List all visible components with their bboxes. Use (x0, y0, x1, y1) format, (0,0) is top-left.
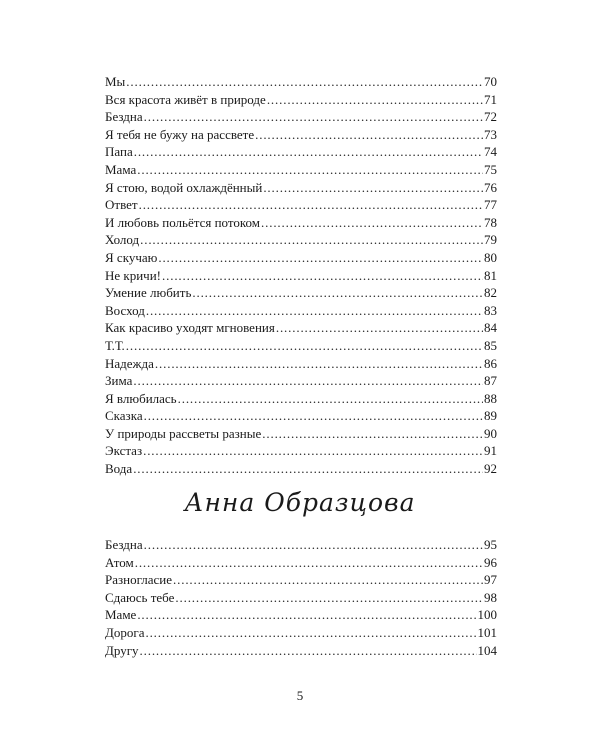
toc-section-1 (105, 73, 497, 478)
toc-entry-title: Как красиво уходят мгновения (105, 320, 275, 336)
toc-entry-page: 89 (484, 408, 497, 424)
toc-entry-title: Атом (105, 554, 134, 570)
toc-entry (105, 606, 497, 624)
toc-entry (105, 302, 497, 320)
toc-entry-title: И любовь польётся потоком (105, 214, 261, 230)
toc-entry-title: Экстаз (105, 443, 143, 459)
toc-entry-title: Холод (105, 232, 140, 248)
toc-entry-title: Вода (105, 461, 133, 477)
toc-entry-page: 104 (477, 642, 497, 658)
dot-leader (144, 407, 483, 425)
dot-leader (146, 302, 483, 320)
toc-entry-title: Я тебя не бужу на рассвете (105, 126, 255, 142)
toc-entry-title: Бездна (105, 109, 143, 125)
toc-entry-page: 75 (484, 161, 497, 177)
toc-entry-page: 80 (484, 249, 497, 265)
toc-entry-page: 82 (484, 285, 497, 301)
toc-entry-title: Умение любить (105, 285, 192, 301)
toc-entry-title: Надежда (105, 355, 154, 371)
toc-entry (105, 73, 497, 91)
toc-entry (105, 536, 497, 554)
toc-entry-page: 83 (484, 302, 497, 318)
toc-entry-title: Зима (105, 373, 133, 389)
toc-entry-page: 87 (484, 373, 497, 389)
toc-entry-page: 73 (484, 126, 497, 142)
dot-leader (155, 355, 483, 373)
toc-entry (105, 196, 497, 214)
toc-entry-page: 76 (484, 179, 497, 195)
toc-entry (105, 554, 497, 572)
toc-entry-page: 81 (484, 267, 497, 283)
toc-entry-title: Маме (105, 607, 137, 623)
toc-entry-page: 85 (484, 337, 497, 353)
dot-leader (145, 624, 476, 642)
toc-entry (105, 284, 497, 302)
toc-entry-page: 71 (484, 91, 497, 107)
toc-entry-page: 88 (484, 390, 497, 406)
toc-entry-title: Мы (105, 74, 126, 89)
toc-entry-title: Ответ (105, 197, 138, 213)
dot-leader (175, 589, 483, 607)
toc-entry-page: 90 (484, 425, 497, 441)
author-heading: Анна Образцова (184, 488, 416, 517)
toc-entry (105, 161, 497, 179)
toc-entry (105, 143, 497, 161)
toc-entry-page: 79 (484, 232, 497, 248)
toc-entry-title: У природы рассветы разные (105, 425, 262, 441)
toc-section-2 (105, 536, 497, 659)
toc-entry-title: Сдаюсь тебе (105, 589, 175, 605)
toc-entry-page: 72 (484, 109, 497, 125)
toc-entry-page: 100 (477, 607, 497, 623)
toc-entry-title: Папа (105, 144, 133, 160)
dot-leader (133, 372, 483, 390)
toc-entry (105, 372, 497, 390)
toc-entry-title: Т.Т. (105, 337, 125, 353)
toc-entry (105, 460, 497, 478)
dot-leader (135, 554, 483, 572)
dot-leader (143, 442, 483, 460)
dot-leader (276, 319, 483, 337)
toc-entry-title: Я скучаю (105, 249, 158, 265)
dot-leader (139, 196, 483, 214)
dot-leader (126, 337, 483, 355)
dot-leader (267, 91, 483, 109)
toc-entry (105, 231, 497, 249)
toc-entry (105, 319, 497, 337)
toc-entry (105, 442, 497, 460)
toc-entry (105, 91, 497, 109)
toc-entry-title: Восход (105, 302, 145, 318)
toc-entry-title: Не кричи! (105, 267, 162, 283)
page-number: 5 (296, 688, 304, 703)
toc-entry-title: Мама (105, 161, 137, 177)
dot-leader (137, 606, 476, 624)
toc-entry (105, 108, 497, 126)
dot-leader (144, 536, 483, 554)
toc-entry-title: Дорога (105, 624, 145, 640)
toc-entry-page: 74 (484, 144, 497, 160)
dot-leader (140, 231, 483, 249)
dot-leader (263, 179, 483, 197)
toc-entry (105, 571, 497, 589)
dot-leader (137, 161, 483, 179)
toc-entry (105, 642, 497, 660)
toc-entry (105, 589, 497, 607)
toc-entry (105, 390, 497, 408)
toc-entry-title: Бездна (105, 537, 143, 552)
toc-entry-page: 91 (484, 443, 497, 459)
toc-entry (105, 126, 497, 144)
toc-entry (105, 179, 497, 197)
toc-entry-page: 78 (484, 214, 497, 230)
toc-entry (105, 267, 497, 285)
dot-leader (261, 214, 483, 232)
dot-leader (134, 143, 483, 161)
toc-entry-page: 101 (477, 624, 497, 640)
toc-entry (105, 407, 497, 425)
dot-leader (178, 390, 483, 408)
toc-entry-page: 97 (484, 572, 497, 588)
toc-entry-title: Вся красота живёт в природе (105, 91, 266, 107)
toc-entry-page: 92 (484, 461, 497, 477)
toc-entry-page: 95 (484, 537, 497, 552)
toc-entry-page: 98 (484, 589, 497, 605)
dot-leader (144, 108, 483, 126)
toc-entry (105, 355, 497, 373)
toc-entry (105, 214, 497, 232)
dot-leader (140, 642, 477, 660)
dot-leader (192, 284, 483, 302)
dot-leader (126, 73, 483, 91)
toc-entry-title: Я стою, водой охлаждённый (105, 179, 263, 195)
dot-leader (262, 425, 483, 443)
toc-entry-title: Сказка (105, 408, 143, 424)
toc-entry-title: Разногласие (105, 572, 173, 588)
toc-entry (105, 337, 497, 355)
dot-leader (173, 571, 483, 589)
toc-entry-page: 96 (484, 554, 497, 570)
toc-entry-page: 86 (484, 355, 497, 371)
toc-entry (105, 624, 497, 642)
dot-leader (255, 126, 483, 144)
toc-entry-page: 70 (484, 74, 497, 89)
dot-leader (133, 460, 483, 478)
toc-entry-page: 84 (484, 320, 497, 336)
toc-entry-title: Другу (105, 642, 139, 658)
dot-leader (158, 249, 483, 267)
toc-entry-page: 77 (484, 197, 497, 213)
dot-leader (162, 267, 483, 285)
toc-entry-title: Я влюбилась (105, 390, 177, 406)
toc-entry (105, 249, 497, 267)
toc-entry (105, 425, 497, 443)
